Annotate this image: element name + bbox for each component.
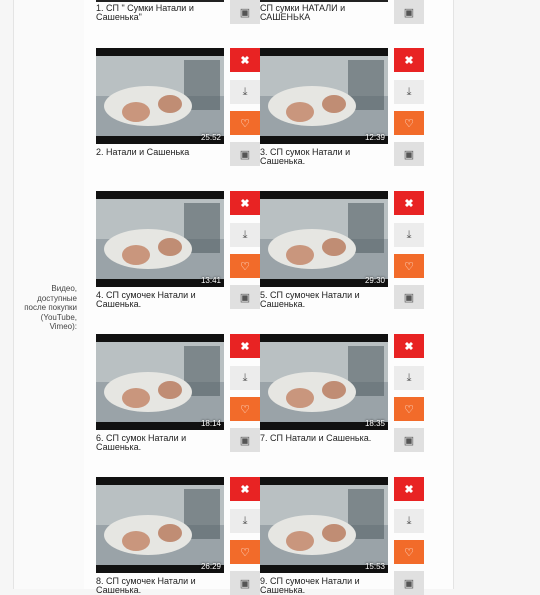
video-grid <box>84 0 454 595</box>
video-title: 4. СП сумочек Натали и Сашенька. <box>96 290 196 309</box>
close-icon: ✖ <box>240 54 250 67</box>
video-thumbnail[interactable] <box>260 477 388 573</box>
video-duration: 13:41 <box>200 276 221 285</box>
video-title: 5. СП сумочек Натали и Сашенька. <box>260 290 360 309</box>
download-button[interactable] <box>394 223 424 247</box>
image-button[interactable] <box>230 571 260 595</box>
download-icon: ⤓ <box>242 228 248 241</box>
download-button[interactable] <box>394 366 424 390</box>
shield-icon: ♡ <box>240 260 250 273</box>
image-button[interactable] <box>394 285 424 309</box>
video-title: 9. СП сумочек Натали и Сашенька. <box>260 576 360 595</box>
image-button[interactable] <box>230 285 260 309</box>
download-button[interactable] <box>230 80 260 104</box>
close-icon: ✖ <box>240 340 250 353</box>
download-button[interactable] <box>230 223 260 247</box>
thumbnail-image <box>96 56 224 136</box>
pay-button[interactable] <box>230 540 260 564</box>
shield-icon: ♡ <box>240 403 250 416</box>
thumbnail-image <box>96 199 224 279</box>
download-button[interactable] <box>394 80 424 104</box>
image-icon: ▣ <box>239 434 251 447</box>
close-icon: ✖ <box>404 197 414 210</box>
left-column <box>13 0 85 589</box>
image-button[interactable] <box>394 0 424 24</box>
download-icon: ⤓ <box>406 371 412 384</box>
thumbnail-edge <box>96 0 224 2</box>
image-button[interactable] <box>394 571 424 595</box>
video-thumbnail[interactable] <box>96 334 224 430</box>
video-title: 6. СП сумок Натали и Сашенька. <box>96 433 187 452</box>
pay-button[interactable] <box>230 254 260 278</box>
thumbnail-edge <box>260 0 388 2</box>
image-icon: ▣ <box>403 291 415 304</box>
video-title: 2. Натали и Сашенька <box>96 147 190 157</box>
video-title: 8. СП сумочек Натали и Сашенька. <box>96 576 196 595</box>
download-icon: ⤓ <box>242 514 248 527</box>
image-button[interactable] <box>230 0 260 24</box>
shield-icon: ♡ <box>404 403 414 416</box>
delete-button[interactable] <box>230 334 260 358</box>
pay-button[interactable] <box>394 397 424 421</box>
video-duration: 18:14 <box>200 419 221 428</box>
download-icon: ⤓ <box>406 228 412 241</box>
image-icon: ▣ <box>403 6 415 19</box>
download-icon: ⤓ <box>406 85 412 98</box>
pay-button[interactable] <box>230 397 260 421</box>
shield-icon: ♡ <box>240 546 250 559</box>
delete-button[interactable] <box>394 334 424 358</box>
pay-button[interactable] <box>394 111 424 135</box>
close-icon: ✖ <box>240 483 250 496</box>
shield-icon: ♡ <box>240 117 250 130</box>
video-thumbnail[interactable] <box>260 334 388 430</box>
image-button[interactable] <box>394 428 424 452</box>
video-title: 1. СП " Сумки Натали и Сашенька" <box>96 3 194 22</box>
video-thumbnail[interactable] <box>96 477 224 573</box>
close-icon: ✖ <box>240 197 250 210</box>
pay-button[interactable] <box>394 540 424 564</box>
image-button[interactable] <box>230 142 260 166</box>
delete-button[interactable] <box>394 191 424 215</box>
image-icon: ▣ <box>403 577 415 590</box>
thumbnail-image <box>260 342 388 422</box>
image-icon: ▣ <box>403 434 415 447</box>
close-icon: ✖ <box>404 483 414 496</box>
image-icon: ▣ <box>239 6 251 19</box>
videos-available-label: Видео, доступные после покупки (YouTube, Vimeo): <box>24 284 77 332</box>
delete-button[interactable] <box>230 191 260 215</box>
pay-button[interactable] <box>394 254 424 278</box>
video-duration: 12:39 <box>364 133 385 142</box>
close-icon: ✖ <box>404 54 414 67</box>
image-icon: ▣ <box>239 291 251 304</box>
video-thumbnail[interactable] <box>96 191 224 287</box>
thumbnail-image <box>96 485 224 565</box>
pay-button[interactable] <box>230 111 260 135</box>
video-duration: 25:52 <box>200 133 221 142</box>
delete-button[interactable] <box>394 477 424 501</box>
video-duration: 26:29 <box>200 562 221 571</box>
download-icon: ⤓ <box>242 85 248 98</box>
thumbnail-image <box>260 485 388 565</box>
video-duration: 18:35 <box>364 419 385 428</box>
image-icon: ▣ <box>239 148 251 161</box>
thumbnail-image <box>260 56 388 136</box>
download-icon: ⤓ <box>242 371 248 384</box>
video-title: СП сумки НАТАЛИ и САШЕНЬКА <box>260 3 346 22</box>
download-button[interactable] <box>394 509 424 533</box>
video-thumbnail[interactable] <box>96 48 224 144</box>
video-duration: 29:30 <box>364 276 385 285</box>
image-button[interactable] <box>394 142 424 166</box>
video-title: 7. СП Натали и Сашенька. <box>260 433 372 443</box>
close-icon: ✖ <box>404 340 414 353</box>
delete-button[interactable] <box>230 477 260 501</box>
video-thumbnail[interactable] <box>260 191 388 287</box>
video-duration: 15:53 <box>364 562 385 571</box>
thumbnail-image <box>96 342 224 422</box>
delete-button[interactable] <box>394 48 424 72</box>
shield-icon: ♡ <box>404 546 414 559</box>
image-icon: ▣ <box>403 148 415 161</box>
thumbnail-image <box>260 199 388 279</box>
video-thumbnail[interactable] <box>260 48 388 144</box>
download-button[interactable] <box>230 509 260 533</box>
download-icon: ⤓ <box>406 514 412 527</box>
shield-icon: ♡ <box>404 117 414 130</box>
image-icon: ▣ <box>239 577 251 590</box>
delete-button[interactable] <box>230 48 260 72</box>
download-button[interactable] <box>230 366 260 390</box>
shield-icon: ♡ <box>404 260 414 273</box>
image-button[interactable] <box>230 428 260 452</box>
video-title: 3. СП сумок Натали и Сашенька. <box>260 147 351 166</box>
